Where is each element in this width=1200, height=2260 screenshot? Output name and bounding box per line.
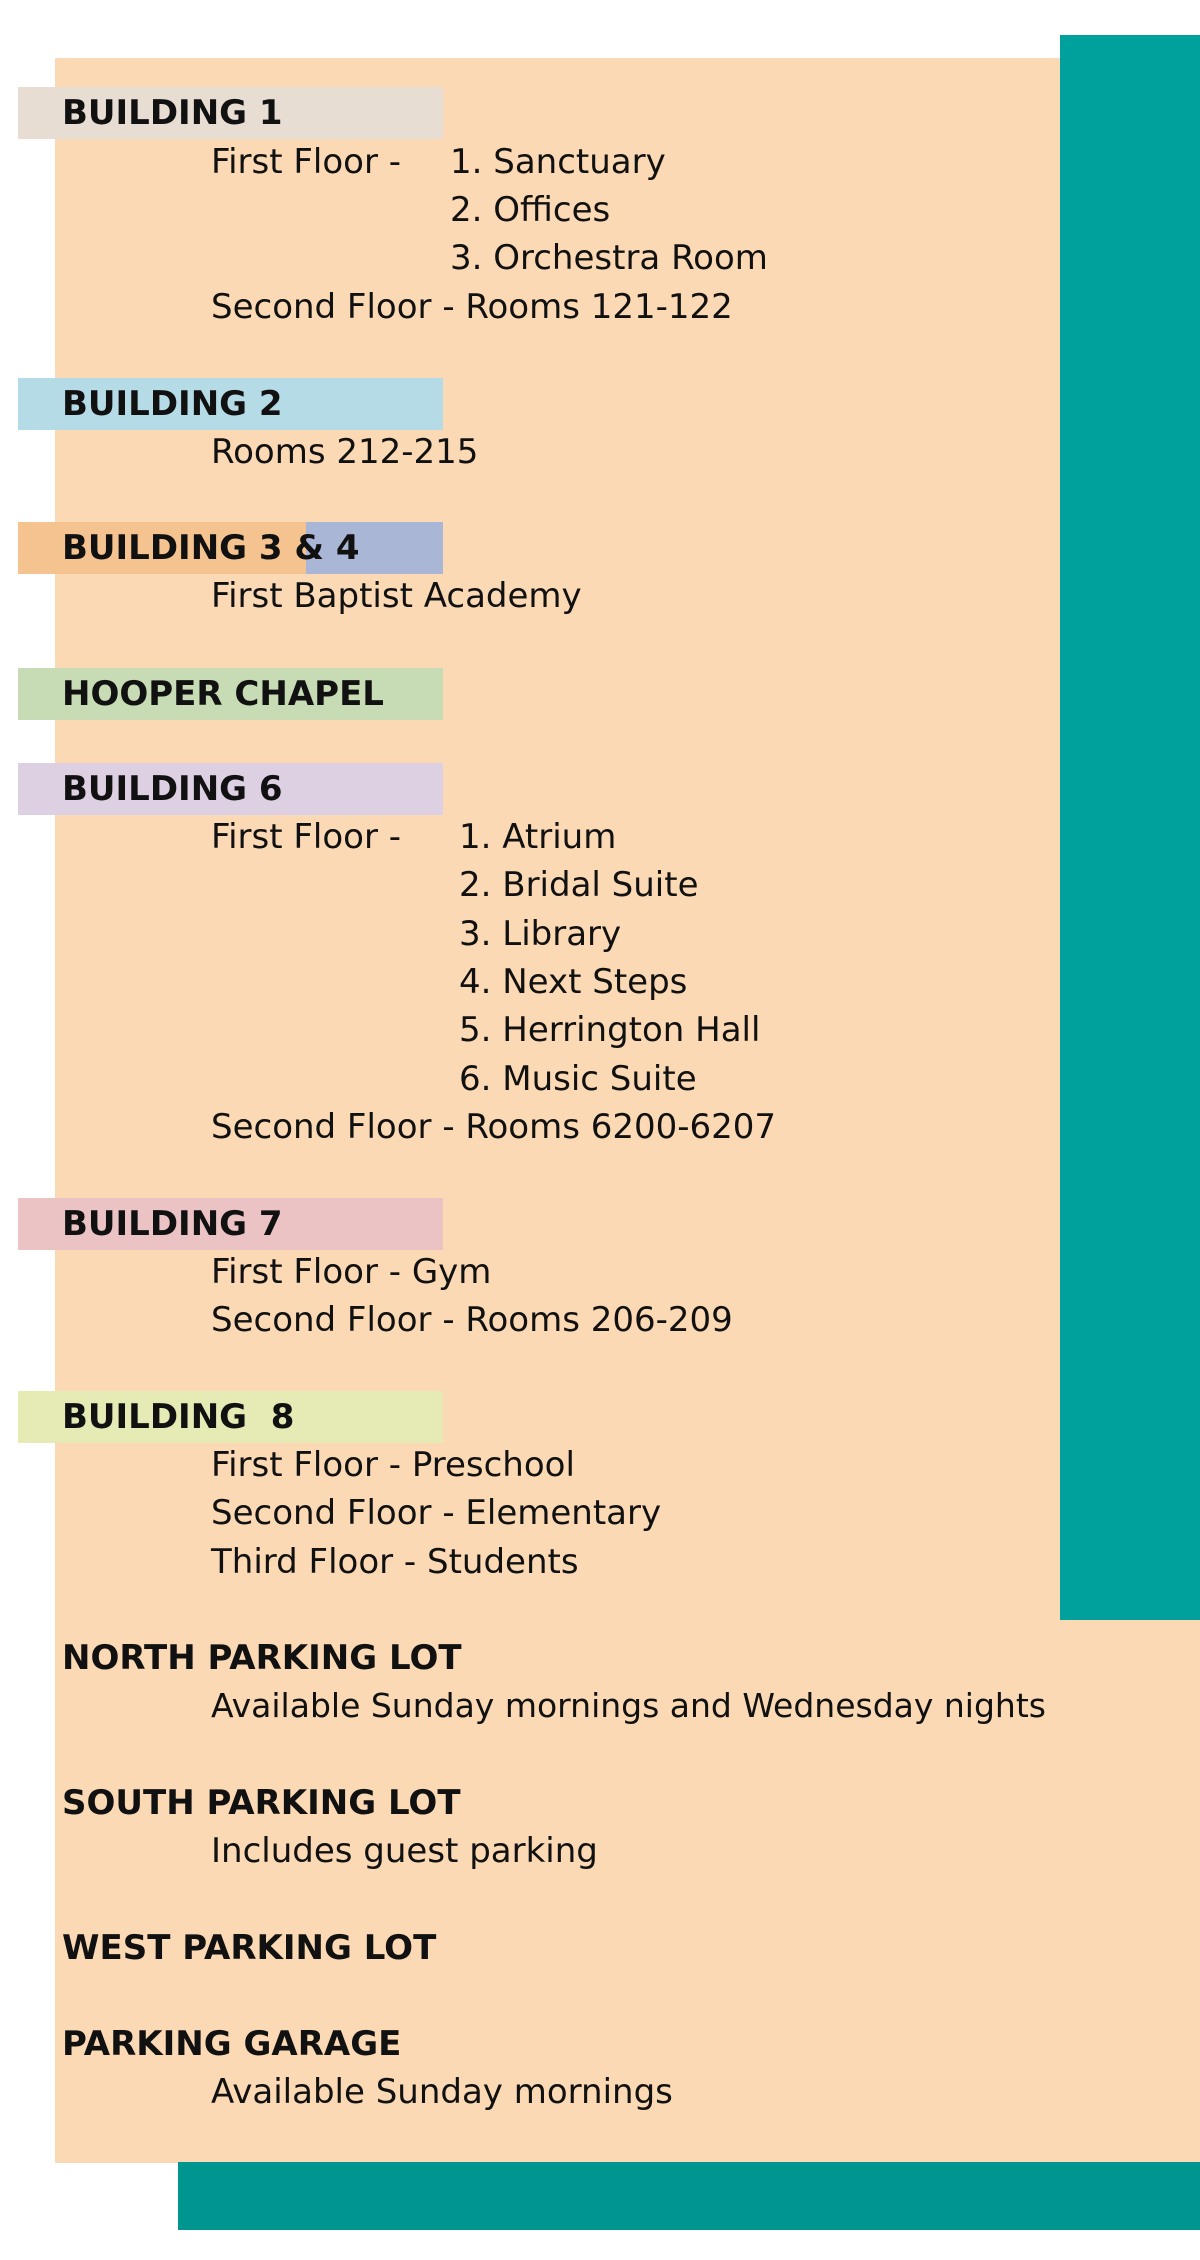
north-parking-note: Available Sunday mornings and Wednesday nights <box>211 1686 1046 1725</box>
building-6-second-floor: Second Floor - Rooms 6200-6207 <box>211 1107 777 1147</box>
building-6-room-4: 4. Next Steps <box>459 962 688 1002</box>
building-3-4-heading: BUILDING 3 & 4 <box>62 528 360 568</box>
building-6-room-1: 1. Atrium <box>459 817 617 857</box>
building-8-heading: BUILDING 8 <box>62 1397 295 1437</box>
building-6-room-3: 3. Library <box>459 914 622 954</box>
north-parking-heading: NORTH PARKING LOT <box>62 1638 462 1678</box>
building-7-heading: BUILDING 7 <box>62 1204 283 1244</box>
parking-garage-note: Available Sunday mornings <box>211 2072 673 2112</box>
building-6-room-6: 6. Music Suite <box>459 1059 697 1099</box>
building-6-room-5: 5. Herrington Hall <box>459 1010 761 1050</box>
building-6-first-floor-label: First Floor - <box>211 817 412 857</box>
south-parking-note: Includes guest parking <box>211 1831 598 1871</box>
parking-garage-heading: PARKING GARAGE <box>62 2024 402 2064</box>
south-parking-heading: SOUTH PARKING LOT <box>62 1783 461 1823</box>
building-3-4-description: First Baptist Academy <box>211 576 582 616</box>
building-1-second-floor: Second Floor - Rooms 121-122 <box>211 287 733 327</box>
building-7-second-floor: Second Floor - Rooms 206-209 <box>211 1300 733 1340</box>
building-1-room-1: 1. Sanctuary <box>450 142 666 182</box>
building-7-first-floor: First Floor - Gym <box>211 1252 492 1292</box>
building-1-first-floor-label: First Floor - <box>211 142 412 182</box>
accent-bar-right <box>1060 35 1200 1620</box>
building-8-second-floor: Second Floor - Elementary <box>211 1493 662 1533</box>
building-1-room-2: 2. Offices <box>450 190 611 230</box>
accent-bar-bottom <box>178 2162 1200 2230</box>
building-2-heading: BUILDING 2 <box>62 384 283 424</box>
building-8-first-floor: First Floor - Preschool <box>211 1445 575 1485</box>
building-6-heading: BUILDING 6 <box>62 769 283 809</box>
building-2-rooms: Rooms 212-215 <box>211 432 479 472</box>
building-6-room-2: 2. Bridal Suite <box>459 865 699 905</box>
west-parking-heading: WEST PARKING LOT <box>62 1928 437 1968</box>
building-1-room-3: 3. Orchestra Room <box>450 238 768 278</box>
building-1-heading: BUILDING 1 <box>62 93 283 133</box>
hooper-chapel-heading: HOOPER CHAPEL <box>62 674 384 714</box>
building-8-third-floor: Third Floor - Students <box>211 1542 579 1582</box>
